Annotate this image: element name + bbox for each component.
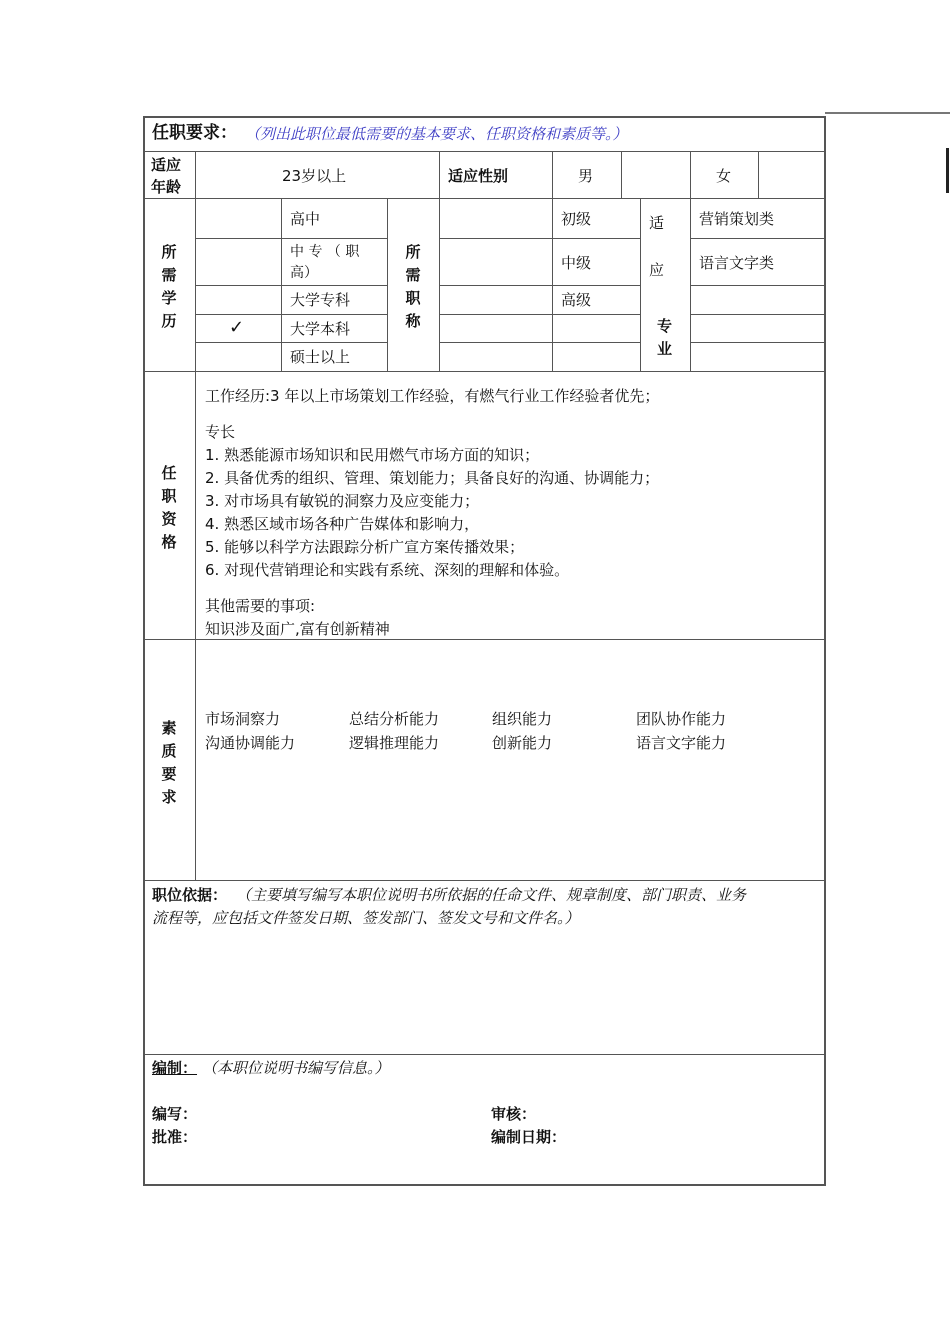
quality-item: 团队协作能力 [636,710,727,728]
qualification-experience: 工作经历:3 年以上市场策划工作经验，有燃气行业工作经验者优先； [205,387,660,405]
row-divider [145,151,826,152]
row-divider [145,198,826,199]
column-divider [281,198,282,371]
cell-divider [196,314,387,315]
quality-item: 沟通协调能力 [205,734,296,752]
education-option-bachelor: 大学本科 [290,320,351,338]
cell-divider [690,314,826,315]
quality-item: 总结分析能力 [349,710,440,728]
education-option-master: 硕士以上 [290,348,351,366]
specialty-item: 5. 能够以科学方法跟踪分析广宣方案传播效果； [205,538,525,556]
compile-writer: 编写： [152,1105,198,1123]
specialty-item: 2. 具备优秀的组织、管理、策划能力；具备良好的沟通、协调能力； [205,469,660,487]
basis-title: 职位依据： [152,886,228,904]
age-label-line2: 年龄 [151,178,182,196]
column-divider [758,151,759,198]
compile-date: 编制日期： [491,1128,567,1146]
major-label-char2: 应 [649,261,665,279]
requirements-table [143,116,826,1186]
compile-approver: 批准： [152,1128,198,1146]
quality-item: 创新能力 [492,734,553,752]
gender-label: 适应性别 [448,167,509,185]
cell-divider [690,342,826,343]
cell-divider [196,238,387,239]
cell-divider [690,238,826,239]
title-label: 所 需 职 称 [405,243,421,330]
major-language: 语言文字类 [699,254,775,272]
quality-label: 素 质 要 求 [161,719,177,806]
education-option-vocational-line1: 中 专 （ 职 [290,244,360,260]
education-label: 所 需 学 历 [161,243,177,330]
cell-divider [690,285,826,286]
checkmark-icon: ✓ [229,317,245,338]
qualification-label: 任 职 资 格 [161,464,177,551]
basis-note-line1: （主要填写编写本职位说明书所依据的任命文件、规章制度、部门职责、业务 [236,886,747,904]
education-option-high-school: 高中 [290,210,321,228]
requirements-title: 任职要求： [152,123,237,143]
margin-marker [946,148,949,193]
basis-note-line2: 流程等，应包括文件签发日期、签发部门、签发文号和文件名。） [152,909,580,927]
column-divider [640,198,641,371]
column-divider [621,151,622,198]
column-divider [439,151,440,371]
quality-item: 市场洞察力 [205,710,281,728]
cell-divider [196,342,387,343]
specialty-item: 1. 熟悉能源市场知识和民用燃气市场方面的知识； [205,446,540,464]
specialty-item: 3. 对市场具有敏锐的洞察力及应变能力； [205,492,480,510]
compile-reviewer: 审核： [491,1105,537,1123]
specialty-item: 4. 熟悉区域市场各种广告媒体和影响力， [205,515,480,533]
cell-divider [196,285,387,286]
education-option-college: 大学专科 [290,291,351,309]
qualification-other-title: 其他需要的事项: [205,597,316,615]
qualification-other-value: 知识涉及面广,富有创新精神 [205,620,390,638]
row-divider [145,880,826,881]
title-level-senior: 高级 [561,291,592,309]
quality-item: 语言文字能力 [636,734,727,752]
cell-divider [439,342,640,343]
column-divider [195,151,196,880]
column-divider [690,151,691,371]
compile-note: （本职位说明书编写信息。） [202,1059,390,1077]
title-level-middle: 中级 [561,254,592,272]
requirements-note: （列出此职位最低需要的基本要求、任职资格和素质等。） [245,125,628,143]
major-marketing: 营销策划类 [699,210,775,228]
major-label-char4: 业 [657,340,673,358]
gender-male: 男 [578,167,594,185]
education-option-vocational-line2: 高） [290,265,318,281]
gender-female: 女 [716,167,732,185]
cell-divider [439,285,640,286]
qualification-specialty-title: 专长 [205,423,236,441]
cell-divider [439,238,640,239]
major-label-char3: 专 [657,317,673,335]
row-divider [145,371,826,372]
row-divider [145,639,826,640]
title-level-junior: 初级 [561,210,592,228]
column-divider [552,151,553,371]
age-label-line1: 适应 [151,156,182,174]
header-rule [825,112,950,114]
row-divider [145,1054,826,1055]
quality-item: 逻辑推理能力 [349,734,440,752]
quality-item: 组织能力 [492,710,553,728]
major-label-char1: 适 [649,214,665,232]
cell-divider [439,314,640,315]
compile-title: 编制： [152,1059,198,1077]
column-divider [387,198,388,371]
specialty-item: 6. 对现代营销理论和实践有系统、深刻的理解和体验。 [205,561,570,579]
age-value: 23岁以上 [282,167,347,185]
